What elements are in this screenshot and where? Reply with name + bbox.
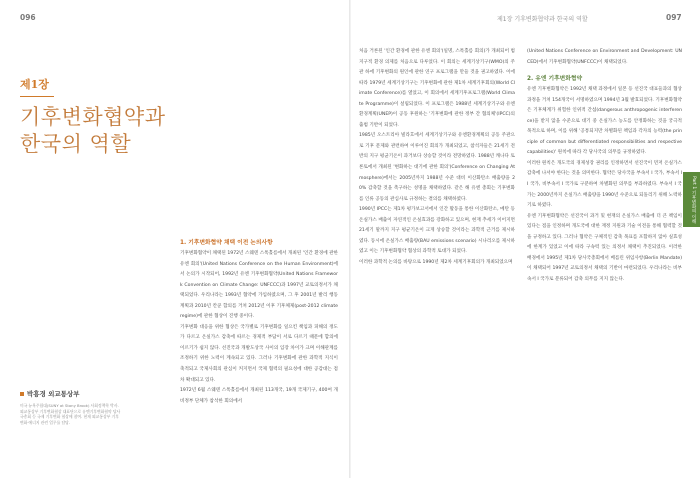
book-gutter bbox=[349, 0, 351, 478]
author-bullet-icon bbox=[20, 392, 24, 396]
paragraph: 이러한 과학적 논의를 바탕으로 1990년 제2차 세계기후회의가 개최되었으며 bbox=[359, 259, 513, 265]
section-side-tab-label: Part 1 기후변화의 이해 bbox=[691, 176, 696, 224]
author-name bbox=[20, 389, 80, 398]
chapter-label: 제1장 bbox=[20, 78, 49, 91]
text-column-1 bbox=[180, 238, 338, 478]
author-bio: 미국 뉴욕주립대(SUNY at Stony Brook) 사회정책학 박사. 외교통상부 기후변화협상 대표단으로 유엔기후변화협약 당사국총회 등 국제 기후변화 협상에 참여. 현재 외교통상부 기후변화·에너지 관련 업무를 담당. bbox=[20, 403, 121, 425]
chapter-title bbox=[20, 104, 166, 158]
paragraph: (United Nations Conference on Environment and Development: UNCED)에서 기후변화협약(UNFCCC)이 채택되었다. bbox=[527, 49, 682, 65]
chapter-title-line1: 기후변화협약과 bbox=[20, 105, 166, 129]
chapter-title-line2: 한국의 역할 bbox=[20, 132, 132, 156]
author-photo bbox=[20, 268, 170, 378]
paragraph: 1972년 6월 스웨덴 스톡홀름에서 개최된 113개국, 19개 국제기구, 400여 개 비정부 단체가 참석한 회의에서 bbox=[180, 388, 338, 404]
paragraph: 기후변화협약이 채택된 1972년 스웨덴 스톡홀름에서 개최된 '인간 환경에 관한 유엔 회의'(United Nations Conference on the Human Environment)에서 논의가 시작되어, 1992년 유엔 기후변화협약(United Nations Framework Convention on Climate Change: UNFCCC)과 1997년 교토의정서가 채택되었다. 우리나라는 1993년 협약에 가입하였으며, 그 후 2001년 발리 행동계획과 2010년 칸쿤 합의를 거쳐 2012년 이후 기후체제(post-2012 climate regime)에 관한 협상이 진행 중이다. bbox=[180, 251, 338, 320]
paragraph: 이러한 원칙은 개도국의 경제성장 권리를 인정하면서 선진국이 먼저 온실가스 감축에 나서야 한다는 것을 의미한다. 협약은 당사국을 부속서 I 국가, 부속서 II 국가, 비부속서 I 국가로 구분하여 차별화된 의무를 부과하였다. 부속서 I 국가는 2000년까지 온실가스 배출량을 1990년 수준으로 되돌리기 위해 노력하기로 하였다. bbox=[527, 160, 682, 209]
paragraph: 기후변화 대응을 위한 협상은 국가별로 기후변화를 일으킨 책임과 피해의 정도가 다르고 온실가스 감축에 따르는 경제적 부담이 서로 다르기 때문에 합의에 이르기가 쉽지 않다. 선진국과 개발도상국 사이의 입장 차이가 크며 이해관계를 조정하기 위한 노력이 계속되고 있다. 그러나 기후변화에 관한 과학적 지식이 축적되고 국제사회의 관심이 커지면서 국제 협력의 필요성에 대한 공감대는 점차 확대되고 있다. bbox=[180, 324, 338, 383]
paragraph: 처음 거론된 '인간 환경에 관한 유엔 회의'(일명, 스톡홀름 회의)가 개최되어 범지구적 환경 의제를 처음으로 다루었다. 이 회의는 세계기상기구(WMO)의 주관 하에 기후변화의 원인에 관한 연구 프로그램을 만들 것을 권고하였다. 이에 따라 1979년 세계기상기구는 기후변화에 관한 제1차 세계기후회의(World Climate Conference)를 열었고, 이 회의에서 세계기후프로그램(World Climate Programme)이 설립되었다. 이 프로그램은 1988년 세계기상기구와 유엔환경계획(UNEP)이 공동 후원하는 '기후변화에 관한 정부 간 협의체'(IPCC)의 출범 기반이 되었다. bbox=[359, 49, 515, 128]
paragraph: 유엔 기후변화협약은 1992년 채택 과정에서 일본 등 선진국 대표들과의 협상 과정을 거쳐 154개국이 서명하였으며 1994년 3월 발효되었다. 기후변화협약은 기후체계가 위험한 인위적 간섭(dangerous anthropogenic interference)을 받지 않을 수준으로 대기 중 온실가스 농도를 안정화하는 것을 궁극적 목적으로 하며, 이를 위해 '공통되지만 차별화된 책임과 각자의 능력(the principle of common but differentiated responsibilities and respective capabilities)' 원칙에 따라 각 당사국의 의무를 규정하였다. bbox=[527, 87, 682, 156]
left-page-number: 096 bbox=[20, 13, 36, 22]
section-heading-1: 1. 기후변화협약 채택 이전 논의사항 bbox=[180, 240, 273, 246]
right-page-number: 097 bbox=[666, 13, 682, 22]
author-name-text: 박흥경 외교통상부 bbox=[27, 390, 80, 398]
chapter-divider bbox=[20, 96, 54, 97]
section-heading-2: 2. 유엔 기후변화협약 bbox=[527, 76, 583, 83]
paragraph: 1990년 IPCC는 제1차 평가보고서에서 인간 활동을 통한 이산화탄소, 메탄 등 온실가스 배출이 자연적인 온실효과를 강화하고 있으며, 현재 추세가 이어지면 21세기 말까지 지구 평균기온이 크게 상승할 것이라는 과학적 근거를 제시하였다. 동시에 온실가스 배출량(BAU emissions scenario) 시나리오를 제시하였고 이는 기후변화협약 협상의 과학적 토대가 되었다. bbox=[359, 207, 515, 255]
paragraph: 유엔 기후변화협약은 선진국이 과거 및 현재의 온실가스 배출에 더 큰 책임이 있다는 점을 인정하며 개도국에 대한 재정 지원과 기술 이전을 통해 협력할 것을 규정하고 있다. 그러나 협약은 구체적인 감축 목표를 포함하지 않아 실효성에 한계가 있었고 이에 따라 구속력 있는 의정서 채택이 추진되었다. 이러한 배경에서 1995년 제1차 당사국총회에서 베를린 위임사항(Berlin Mandate)이 채택되어 1997년 교토의정서 채택의 기반이 마련되었다. 우리나라는 비부속서 I 국가로 분류되어 감축 의무를 지지 않는다. bbox=[527, 213, 682, 282]
text-column-3 bbox=[527, 47, 682, 471]
running-head: 제1장 기후변화협약과 한국의 역할 bbox=[497, 16, 588, 23]
paragraph: 1985년 오스트리아 빌라흐에서 세계기상기구와 유엔환경계획의 공동 주관으로 기후 문제와 관련하여 이루어진 회의가 개최되었고, 참석자들은 21세기 전반의 지구 평균기온이 과거보다 상승할 것이라 전망하였다. 1988년 캐나다 토론토에서 개최된 '변화하는 대기에 관한 회의'(Conference on Changing Atmosphere)에서는 2005년까지 1988년 수준 대비 이산화탄소 배출량을 20% 감축할 것을 촉구하는 성명을 채택하였다. 같은 해 유엔 총회는 기후변화를 인류 공동의 관심사로 규정하는 결의를 채택하였다. bbox=[359, 133, 515, 202]
text-column-2 bbox=[359, 47, 515, 471]
